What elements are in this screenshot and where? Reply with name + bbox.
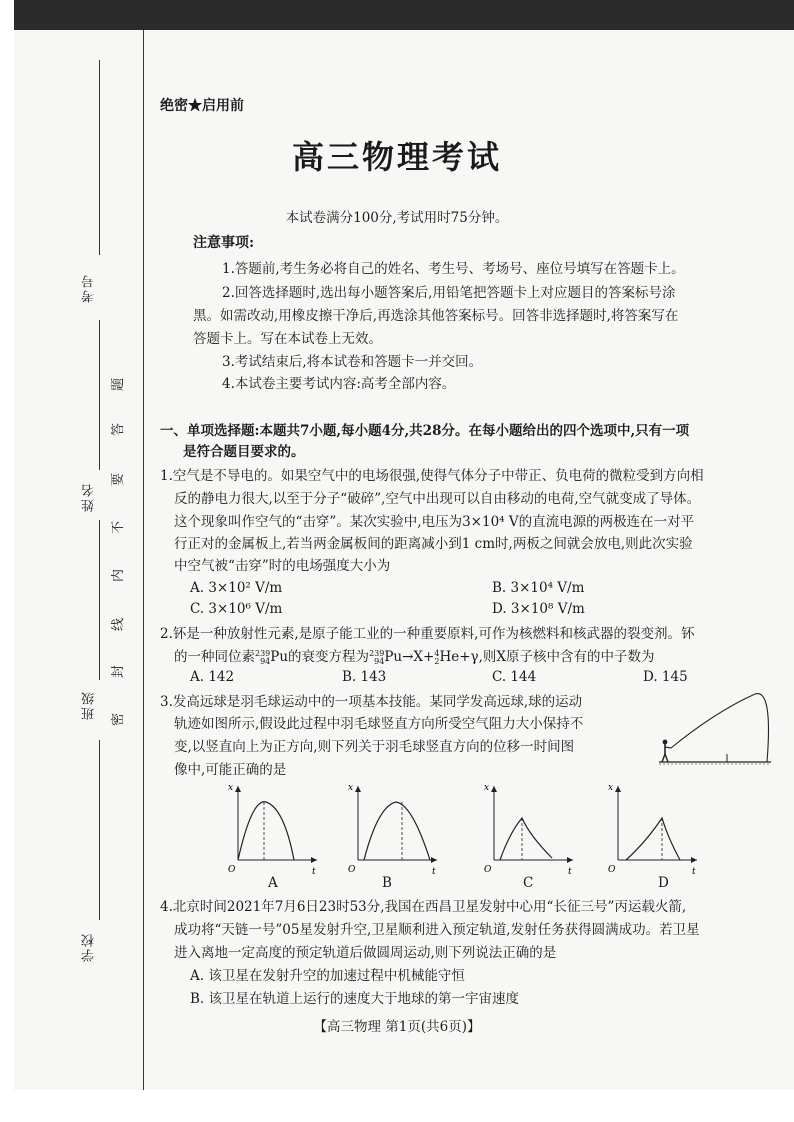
q1-text: 反的静电力很大,以至于分子“破碎”,空气中出现可以自由移动的电荷,空气就变成了导体。 — [174, 491, 701, 507]
q3-text: 像中,可能正确的是 — [174, 762, 287, 778]
graph-a-t-label: t — [312, 867, 316, 877]
seal-char: 答 — [111, 422, 127, 437]
graph-b-x-label: x — [348, 783, 354, 793]
pu-mass-number: 239 — [369, 648, 385, 658]
q2-equation: Pu→X+ — [384, 649, 435, 665]
q4-text: 成功将“天链一号”05星发射升空,卫星顺利进入预定轨道,发射任务获得圆满成功。若卫星 — [174, 922, 700, 938]
seal-char: 要 — [111, 472, 127, 487]
graph-c-t-label: t — [568, 867, 572, 877]
q2-equation-line — [174, 646, 655, 668]
q1-option-c: C. 3×10⁶ V/m — [190, 601, 283, 617]
q2-option-b: B. 143 — [342, 669, 387, 685]
note-line: 4.本试卷主要考试内容:高考全部内容。 — [222, 376, 456, 392]
scan-top-border — [14, 0, 794, 30]
q1-text: 中空气被“击穿”时的电场强度大小为 — [174, 558, 391, 574]
pu-atomic-number: 94 — [374, 656, 385, 666]
graph-b-origin: O — [348, 865, 356, 875]
q4-option-b: B. 该卫星在轨道上运行的速度大于地球的第一宇宙速度 — [190, 991, 520, 1007]
class-label: 班级 — [82, 690, 97, 720]
graph-a-x-label: x — [228, 783, 234, 793]
q2-text: 的一种同位素 — [174, 649, 255, 665]
section-heading-cont: 是符合题目要求的。 — [183, 444, 305, 460]
q2-text: Pu的衰变方程为 — [270, 649, 370, 665]
name-label: 姓名 — [82, 482, 97, 512]
graph-d-x-label: x — [608, 783, 614, 793]
q4-text: 进入离地一定高度的预定轨道后做圆周运动,则下列说法正确的是 — [174, 945, 557, 961]
pu-atomic-number: 94 — [260, 656, 271, 666]
seal-char: 内 — [111, 568, 127, 583]
graph-a — [222, 780, 322, 880]
graph-a-label: A — [268, 875, 278, 891]
shuttlecock-trajectory-figure — [655, 686, 775, 768]
q2-option-c: C. 144 — [492, 669, 537, 685]
q1-option-a: A. 3×10² V/m — [190, 580, 283, 596]
seal-char: 不 — [111, 520, 127, 535]
graph-c-x-label: x — [484, 783, 490, 793]
note-line: 黑。如需改动,用橡皮擦干净后,再选涂其他答案标号。回答非选择题时,将答案写在 — [193, 308, 679, 324]
graph-d-label: D — [658, 875, 669, 891]
q1-text: 这个现象叫作空气的“击穿”。某次实验中,电压为3×10⁴ V的直流电源的两极连在一对平 — [174, 514, 695, 530]
note-line: 1.答题前,考生务必将自己的姓名、考生号、考场号、座位号填写在答题卡上。 — [222, 261, 685, 277]
seal-char: 封 — [111, 664, 127, 679]
note-line: 2.回答选择题时,选出每小题答案后,用铅笔把答题卡上对应题目的答案标号涂 — [222, 285, 676, 301]
q3-text: 3.发高远球是羽毛球运动中的一项基本技能。某同学发高远球,球的运动 — [160, 694, 583, 710]
name-underline — [99, 320, 100, 470]
q1-option-d: D. 3×10⁸ V/m — [492, 601, 585, 617]
graph-b-label: B — [382, 875, 392, 891]
class-underline — [99, 520, 100, 680]
graph-c — [478, 780, 578, 880]
q4-text: 4.北京时间2021年7月6日23时53分,我国在西昌卫星发射中心用“长征三号”丙运载火箭, — [160, 899, 687, 915]
graph-b — [342, 780, 442, 880]
page-footer: 【高三物理 第1页(共6页)】 — [313, 1019, 481, 1035]
seal-char: 密 — [111, 712, 127, 727]
pu-mass-number: 239 — [255, 648, 271, 658]
exam-info: 本试卷满分100分,考试用时75分钟。 — [285, 210, 509, 226]
q2-option-a: A. 142 — [190, 669, 235, 685]
section-heading: 一、单项选择题:本题共7小题,每小题4分,共28分。在每小题给出的四个选项中,只有一项 — [160, 423, 690, 439]
binding-line — [143, 30, 144, 1090]
graph-d-origin: O — [608, 865, 616, 875]
seal-char: 线 — [111, 617, 127, 632]
q2-text: 2.钚是一种放射性元素,是原子能工业的一种重要原料,可作为核燃料和核武器的裂变剂。钚 — [160, 626, 695, 642]
q3-text: 变,以竖直向上为正方向,则下列关于羽毛球竖直方向的位移一时间图 — [174, 739, 575, 755]
q4-option-a: A. 该卫星在发射升空的加速过程中机械能守恒 — [190, 968, 465, 984]
q1-text: 行正对的金属板上,若当两金属板间的距离减小到1 cm时,两板之间就会放电,则此次实验 — [174, 536, 693, 552]
q1-option-b: B. 3×10⁴ V/m — [492, 580, 585, 596]
school-underline — [99, 740, 100, 920]
graph-c-label: C — [523, 875, 534, 891]
note-line: 答题卡上。写在本试卷上无效。 — [193, 331, 382, 347]
school-label: 学校 — [82, 932, 97, 962]
graph-d — [602, 780, 702, 880]
q1-text: 1.空气是不导电的。如果空气中的电场很强,使得气体分子中带正、负电荷的微粒受到方向相 — [160, 468, 704, 484]
graph-a-origin: O — [228, 865, 236, 875]
confidential-mark: 绝密★启用前 — [160, 98, 244, 114]
graph-c-origin: O — [484, 865, 492, 875]
q2-option-d: D. 145 — [643, 669, 688, 685]
graph-b-t-label: t — [432, 867, 436, 877]
he-mass-number: 4 — [434, 648, 440, 658]
notes-heading: 注意事项: — [193, 235, 255, 251]
seal-char: 题 — [111, 377, 127, 392]
note-line: 3.考试结束后,将本试卷和答题卡一并交回。 — [222, 354, 483, 370]
he-atomic-number: 2 — [434, 656, 440, 666]
q3-text: 轨迹如图所示,假设此过程中羽毛球竖直方向所受空气阻力大小保持不 — [174, 716, 584, 732]
q2-text: He+γ,则X原子核中含有的中子数为 — [439, 649, 655, 665]
graph-d-t-label: t — [692, 867, 696, 877]
exam-title: 高三物理考试 — [291, 138, 502, 176]
exam-number-label: 考号 — [82, 273, 97, 303]
